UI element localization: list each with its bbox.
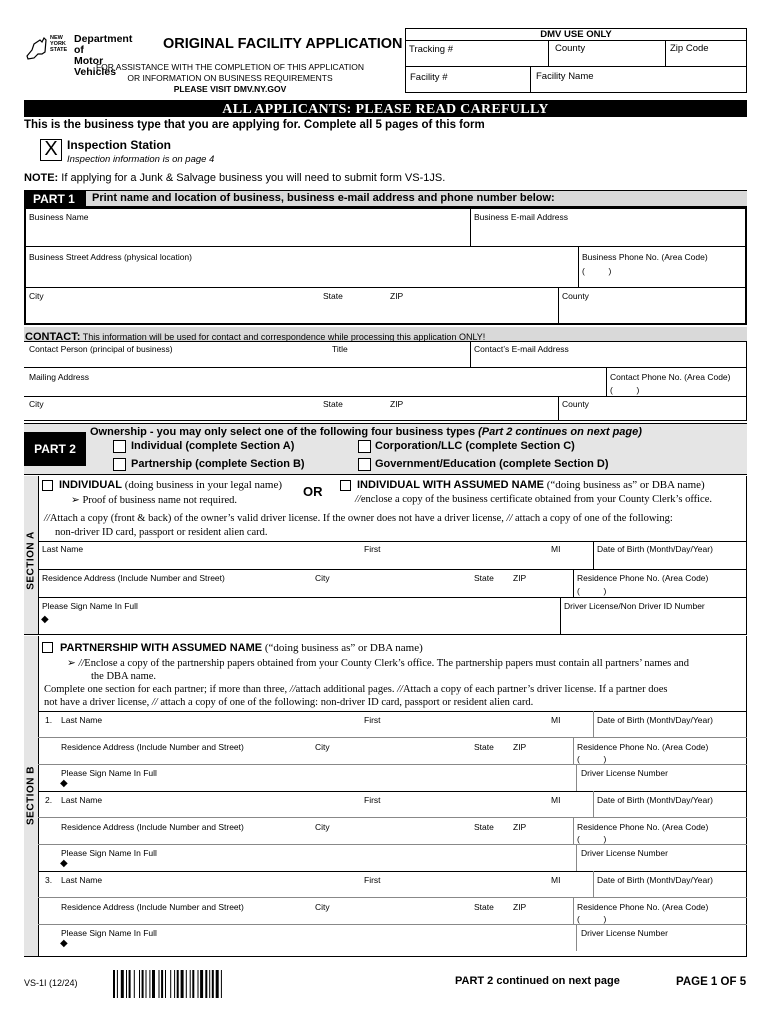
attach-id-note: attach a copy of one of the following: non-driver ID card, passport or resident alien card. [160, 697, 534, 708]
paperclip-icon: // [397, 684, 403, 695]
partnership-title-note: (“doing business as” or DBA name) [262, 642, 423, 654]
barcode-bar [129, 970, 131, 998]
contact-state-field[interactable]: State [323, 399, 343, 409]
partner-mi-field[interactable]: MI [551, 795, 561, 805]
individual-option-label: Individual (complete Section A) [131, 440, 295, 452]
or-separator: OR [303, 484, 323, 499]
partner-city-field[interactable]: City [315, 902, 330, 912]
partner-first-name-field[interactable]: First [364, 875, 381, 885]
paperclip-icon: // [289, 684, 296, 695]
form-title: ORIGINAL FACILITY APPLICATION [163, 36, 403, 52]
barcode-bar [152, 970, 155, 998]
facility-number-field[interactable]: Facility # [410, 72, 448, 83]
continued-note: PART 2 continued on next page [455, 975, 620, 987]
barcode-bar [161, 970, 163, 998]
barcode-bar [121, 970, 124, 998]
sign-here-arrow-icon: ◆ [41, 614, 49, 625]
sign-here-arrow-icon: ◆ [60, 778, 68, 789]
barcode-bar [117, 970, 118, 998]
tracking-field[interactable]: Tracking # [409, 44, 453, 55]
barcode-bar [198, 970, 199, 998]
partner-first-name-field[interactable]: First [364, 715, 381, 725]
barcode-bar [190, 970, 191, 998]
partnership-option-checkbox[interactable] [113, 458, 126, 471]
contact-zip-field[interactable]: ZIP [390, 399, 404, 409]
partner-number: 3. [45, 875, 53, 885]
partnership-papers-note: Enclose a copy of the partnership papers obtained from your County Clerk’s office. The partnership papers must contain all partners’ names and [84, 658, 690, 669]
partnership-option-label: Partnership (complete Section B) [131, 458, 305, 470]
ownership-heading: Ownership - you may only select one of the following four business types [90, 426, 479, 438]
part2-label: PART 2 [24, 432, 86, 466]
business-phone-field[interactable]: Business Phone No. (Area Code) [582, 252, 708, 262]
attach-pages-note: attach additional pages. [295, 684, 395, 695]
barcode-bar [159, 970, 160, 998]
partner-last-name-field[interactable]: Last Name [61, 795, 103, 805]
inspection-note: Inspection information is on page 4 [67, 154, 215, 165]
partner-residence-field[interactable]: Residence Address (Include Number and Street) [61, 742, 244, 752]
government-option-checkbox[interactable] [358, 458, 371, 471]
enclose-certificate-note: enclose a copy of the business certificate obtained from your County Clerk’s office. [360, 494, 713, 505]
section-a-label: SECTION A [25, 531, 37, 590]
barcode-bar [216, 970, 219, 998]
barcode [113, 970, 261, 998]
dmv-use-title: DMV USE ONLY [540, 29, 612, 40]
ownership-note: (Part 2 continues on next page) [478, 426, 642, 438]
partner-phone-field[interactable]: Residence Phone No. (Area Code) [577, 822, 709, 832]
facility-name-field[interactable]: Facility Name [536, 71, 594, 82]
contact-text: This information will be used for contact and correspondence while processing this application ONLY! [80, 332, 486, 342]
partner-phone-field[interactable]: Residence Phone No. (Area Code) [577, 742, 709, 752]
barcode-bar [200, 970, 203, 998]
a-state-field[interactable]: State [474, 573, 494, 583]
corporation-option-label: Corporation/LLC (complete Section C) [375, 440, 575, 452]
partner-license-field[interactable]: Driver License Number [581, 848, 668, 858]
partner-zip-field[interactable]: ZIP [513, 902, 527, 912]
business-county-field[interactable]: County [562, 291, 589, 301]
a-zip-field[interactable]: ZIP [513, 573, 527, 583]
partnership-title: PARTNERSHIP WITH ASSUMED NAME [60, 642, 263, 654]
assumed-name-checkbox[interactable] [340, 480, 351, 491]
individual-title: INDIVIDUAL [59, 479, 122, 491]
partner-zip-field[interactable]: ZIP [513, 822, 527, 832]
partner-zip-field[interactable]: ZIP [513, 742, 527, 752]
paperclip-icon: // [151, 697, 158, 708]
partner-dob-field[interactable]: Date of Birth (Month/Day/Year) [597, 875, 713, 885]
paperclip-icon: // [44, 513, 50, 524]
contact-email-field[interactable]: Contact’s E-mail Address [474, 344, 569, 354]
barcode-bar [146, 970, 147, 998]
partner-phone-paren: ( ) [577, 834, 607, 844]
read-carefully-banner: ALL APPLICANTS: PLEASE READ CAREFULLY [24, 100, 747, 117]
business-street-field[interactable]: Business Street Address (physical location) [29, 252, 192, 262]
individual-option-checkbox[interactable] [113, 440, 126, 453]
barcode-bar [126, 970, 127, 998]
contact-county-field[interactable]: County [562, 399, 589, 409]
business-name-field[interactable]: Business Name [29, 212, 89, 222]
government-option-label: Government/Education (complete Section D) [375, 458, 609, 470]
partner-city-field[interactable]: City [315, 822, 330, 832]
note-prefix: NOTE: [24, 172, 59, 184]
partner-sign-field[interactable]: Please Sign Name In Full [61, 928, 157, 938]
partner-license-field[interactable]: Driver License Number [581, 768, 668, 778]
assumed-name-note: (“doing business as” or DBA name) [544, 479, 705, 491]
proof-note: Proof of business name not required. [82, 495, 237, 506]
barcode-bar [212, 970, 214, 998]
assist-line1: FOR ASSISTANCE WITH THE COMPLETION OF THIS APPLICATION [95, 62, 365, 72]
contact-phone-paren: ( ) [610, 385, 640, 395]
partner-mi-field[interactable]: MI [551, 715, 561, 725]
partner-phone-paren: ( ) [577, 914, 607, 924]
a-sign-field[interactable]: Please Sign Name In Full [42, 601, 138, 611]
a-phone-paren: ( ) [577, 586, 607, 596]
business-phone-paren: ( ) [582, 266, 612, 276]
attach-license-note: Attach a copy (front & back) of the owner’s valid driver license. If the owner does not have a driver license, [49, 513, 504, 524]
logo-state-text: NEW YORK STATE [50, 35, 68, 53]
assumed-name-title: INDIVIDUAL WITH ASSUMED NAME [357, 479, 544, 491]
partner-residence-field[interactable]: Residence Address (Include Number and Street) [61, 902, 244, 912]
assist-line2: OR INFORMATION ON BUSINESS REQUIREMENTS [127, 73, 333, 83]
barcode-bar [205, 970, 207, 998]
partner-city-field[interactable]: City [315, 742, 330, 752]
inspection-station-checkbox[interactable]: X [40, 139, 62, 161]
section-b-label: SECTION B [25, 766, 37, 825]
contact-city-field[interactable]: City [29, 399, 44, 409]
business-zip-field[interactable]: ZIP [390, 291, 404, 301]
dmv-zip-field[interactable]: Zip Code [670, 43, 709, 54]
barcode-bar [139, 970, 140, 998]
partner-phone-paren: ( ) [577, 754, 607, 764]
note-text: If applying for a Junk & Salvage business you will need to submit form VS-1JS. [58, 172, 446, 184]
contact-phone-field[interactable]: Contact Phone No. (Area Code) [610, 372, 731, 382]
partner-mi-field[interactable]: MI [551, 875, 561, 885]
a-city-field[interactable]: City [315, 573, 330, 583]
partner-sign-field[interactable]: Please Sign Name In Full [61, 768, 157, 778]
logo-dept-line1: Department of [74, 33, 133, 56]
a-last-name-field[interactable]: Last Name [42, 544, 84, 554]
partnership-papers-note-cont: the DBA name. [91, 671, 157, 682]
dmv-logo [24, 33, 144, 78]
paperclip-icon: // [355, 494, 361, 505]
contact-title-field[interactable]: Title [332, 344, 348, 354]
partner-sign-field[interactable]: Please Sign Name In Full [61, 848, 157, 858]
sign-here-arrow-icon: ◆ [60, 858, 68, 869]
a-dob-field[interactable]: Date of Birth (Month/Day/Year) [597, 544, 713, 554]
barcode-bar [209, 970, 210, 998]
barcode-bar [181, 970, 184, 998]
barcode-bar [142, 970, 144, 998]
barcode-bar [165, 970, 166, 998]
complete-partner-note: Complete one section for each partner; if more than three, [44, 684, 288, 695]
a-license-field[interactable]: Driver License/Non Driver ID Number [564, 601, 705, 611]
a-first-name-field[interactable]: First [364, 544, 381, 554]
partnership-checkbox[interactable] [42, 642, 53, 653]
barcode-bar [170, 970, 171, 998]
page-number: PAGE 1 OF 5 [676, 976, 747, 988]
individual-title-note: (doing business in your legal name) [121, 479, 283, 491]
contact-label: CONTACT: [25, 331, 81, 343]
partner-last-name-field[interactable]: Last Name [61, 715, 103, 725]
partner-last-name-field[interactable]: Last Name [61, 875, 103, 885]
business-email-field[interactable]: Business E-mail Address [474, 212, 569, 222]
partner-state-field[interactable]: State [474, 902, 494, 912]
ny-state-map-icon [24, 36, 48, 62]
part1-box [24, 207, 747, 325]
partner-state-field[interactable]: State [474, 822, 494, 832]
a-mi-field[interactable]: MI [551, 544, 561, 554]
barcode-bar [174, 970, 175, 998]
assist-line3: PLEASE VISIT DMV.NY.GOV [173, 84, 287, 94]
business-city-field[interactable]: City [29, 291, 44, 301]
logo-dept-line2: Motor Vehicles [74, 55, 117, 78]
no-license-note: not have a driver license, [44, 697, 150, 708]
barcode-bar [186, 970, 187, 998]
paperclip-icon: // [78, 658, 85, 669]
business-state-field[interactable]: State [323, 291, 343, 301]
inspection-station-label: Inspection Station [67, 138, 172, 152]
partner-phone-field[interactable]: Residence Phone No. (Area Code) [577, 902, 709, 912]
barcode-bar [192, 970, 194, 998]
attach-alternative-note: attach a copy of one of the following: [515, 513, 673, 524]
attach-partner-license-note: Attach a copy of each partner’s driver license. If a partner does [402, 684, 668, 695]
partner-dob-field[interactable]: Date of Birth (Month/Day/Year) [597, 795, 713, 805]
barcode-bar [177, 970, 179, 998]
bullet-arrow-icon: ➢ [67, 658, 79, 669]
sign-here-arrow-icon: ◆ [60, 938, 68, 949]
corporation-option-checkbox[interactable] [358, 440, 371, 453]
a-phone-field[interactable]: Residence Phone No. (Area Code) [577, 573, 709, 583]
form-number: VS-1I (12/24) [24, 978, 78, 988]
partner-dob-field[interactable]: Date of Birth (Month/Day/Year) [597, 715, 713, 725]
mailing-address-field[interactable]: Mailing Address [29, 372, 90, 382]
paperclip-icon: // [506, 513, 513, 524]
a-residence-field[interactable]: Residence Address (Include Number and Street) [42, 573, 225, 583]
business-type-instructions: This is the business type that you are applying for. Complete all 5 pages of this form [24, 119, 485, 131]
barcode-bar [113, 970, 115, 998]
barcode-bar [149, 970, 150, 998]
partner-state-field[interactable]: State [474, 742, 494, 752]
barcode-bar [134, 970, 135, 998]
partner-first-name-field[interactable]: First [364, 795, 381, 805]
individual-checkbox[interactable] [42, 480, 53, 491]
attach-id-types-note: non-driver ID card, passport or resident alien card. [55, 527, 268, 538]
partner-number: 2. [45, 795, 53, 805]
part1-heading: Print name and location of business, business e-mail address and phone number below: [92, 192, 555, 204]
partner-license-field[interactable]: Driver License Number [581, 928, 668, 938]
part1-label: PART 1 [24, 190, 86, 207]
partner-residence-field[interactable]: Residence Address (Include Number and Street) [61, 822, 244, 832]
partner-number: 1. [45, 715, 53, 725]
bullet-arrow-icon: ➢ [71, 495, 83, 506]
dmv-county-field[interactable]: County [555, 43, 586, 54]
contact-person-field[interactable]: Contact Person (principal of business) [29, 344, 173, 354]
barcode-bar [221, 970, 222, 998]
